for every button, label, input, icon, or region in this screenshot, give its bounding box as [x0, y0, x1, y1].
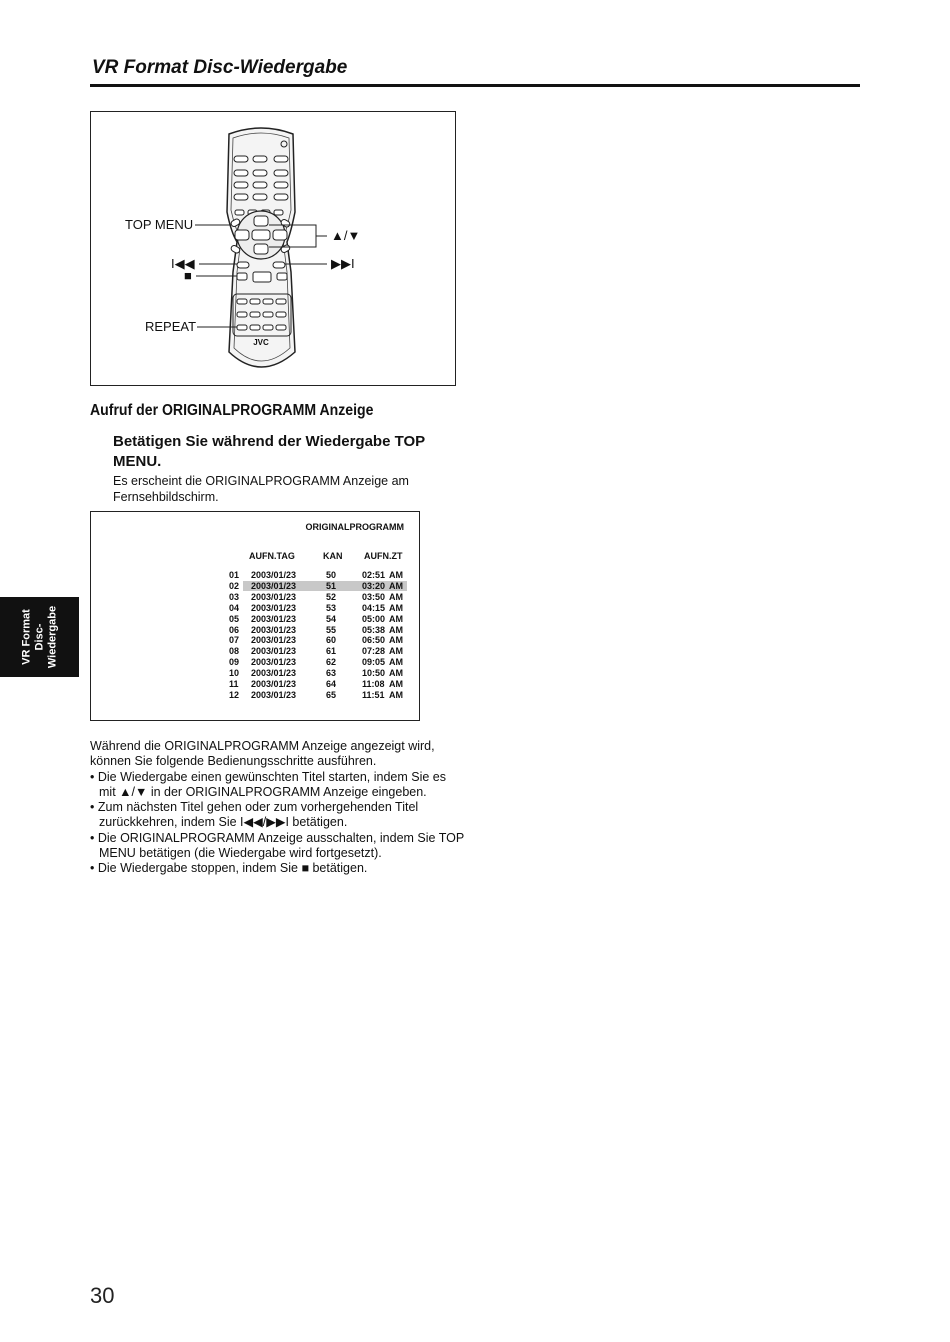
row-time: 10:50 [362, 668, 386, 679]
program-row[interactable] [91, 635, 419, 646]
row-channel: 64 [326, 679, 337, 689]
program-row[interactable] [91, 570, 419, 581]
row-date: 2003/01/23 [251, 668, 297, 679]
title-rule [90, 84, 860, 87]
callout-prev: I◀◀ [171, 256, 195, 271]
remote-control-figure [90, 111, 456, 386]
row-ampm: AM [389, 635, 403, 646]
row-ampm: AM [389, 668, 403, 679]
program-row[interactable] [91, 625, 419, 636]
row-number: 07 [229, 635, 240, 646]
row-channel: 61 [326, 646, 337, 657]
bullet-list [90, 770, 465, 877]
row-ampm: AM [389, 570, 403, 580]
section-heading: Aufruf der ORIGINALPROGRAMM Anzeige [90, 402, 374, 419]
program-row[interactable] [91, 668, 419, 679]
bullet-item: • Die ORIGINALPROGRAMM Anzeige ausschalten, indem Sie TOP MENU betätigen (die Wiedergabe wird fortgesetzt). [90, 831, 465, 862]
row-number: 08 [229, 646, 240, 657]
side-tab [0, 597, 79, 677]
row-channel: 53 [326, 602, 337, 613]
side-tab-line: VR Format [20, 609, 33, 665]
program-row[interactable] [91, 614, 419, 625]
row-date: 2003/01/23 [251, 646, 297, 657]
row-date: 2003/01/23 [251, 689, 297, 700]
row-time: 06:50 [362, 635, 386, 646]
row-time: 05:38 [362, 624, 386, 635]
row-time: 03:20 [362, 580, 386, 591]
row-channel: 63 [326, 668, 337, 679]
row-channel: 52 [326, 591, 337, 602]
row-ampm: AM [389, 689, 403, 700]
row-time: 11:08 [362, 679, 385, 689]
row-channel: 50 [326, 570, 337, 580]
body-text [90, 739, 465, 877]
row-time: 03:50 [362, 591, 386, 602]
row-number: 11 [229, 679, 239, 689]
row-ampm: AM [389, 624, 403, 635]
bullet-item: • Die Wiedergabe stoppen, indem Sie ■ betätigen. [90, 861, 465, 876]
original-program-screen [90, 511, 420, 721]
row-ampm: AM [389, 646, 403, 657]
row-number: 09 [229, 657, 240, 668]
row-time: 07:28 [362, 646, 386, 657]
row-number: 02 [229, 580, 240, 591]
program-row[interactable] [91, 657, 419, 668]
column-header-channel: KAN [323, 551, 343, 561]
bullet-item: • Die Wiedergabe einen gewünschten Titel starten, indem Sie es mit ▲/▼ in der ORIGINALPROGRAMM Anzeige eingeben. [90, 770, 465, 801]
row-time: 02:51 [362, 570, 386, 580]
row-date: 2003/01/23 [251, 679, 297, 689]
row-time: 11:51 [362, 689, 385, 700]
row-ampm: AM [389, 602, 403, 613]
row-date: 2003/01/23 [251, 613, 297, 624]
row-date: 2003/01/23 [251, 602, 297, 613]
screen-title: ORIGINALPROGRAMM [305, 522, 404, 532]
row-date: 2003/01/23 [251, 580, 297, 591]
row-ampm: AM [389, 580, 403, 591]
program-row[interactable] [91, 679, 419, 690]
column-header-time: AUFN.ZT [364, 551, 403, 561]
row-date: 2003/01/23 [251, 570, 297, 580]
row-channel: 55 [326, 624, 337, 635]
row-channel: 54 [326, 613, 337, 624]
row-ampm: AM [389, 591, 403, 602]
callout-repeat: REPEAT [145, 319, 197, 334]
row-number: 01 [229, 570, 240, 580]
callout-next: ▶▶I [331, 256, 355, 271]
side-tab-line: Wiedergabe [46, 605, 59, 669]
program-row[interactable] [91, 603, 419, 614]
bullet-item: • Zum nächsten Titel gehen oder zum vorhergehenden Titel zurückkehren, indem Sie I◀◀/▶▶I betätigen. [90, 800, 465, 831]
callout-stop: ■ [184, 268, 192, 283]
row-channel: 65 [326, 689, 337, 700]
row-number: 05 [229, 613, 240, 624]
row-channel: 51 [326, 580, 337, 591]
body-intro: Während die ORIGINALPROGRAMM Anzeige angezeigt wird, können Sie folgende Bedienungsschritte ausführen. [90, 739, 435, 769]
row-time: 04:15 [362, 602, 386, 613]
row-date: 2003/01/23 [251, 657, 297, 668]
row-ampm: AM [389, 657, 403, 668]
brand-logo: JVC [253, 338, 269, 347]
row-channel: 60 [326, 635, 337, 646]
row-ampm: AM [389, 613, 403, 624]
program-row[interactable] [91, 646, 419, 657]
row-date: 2003/01/23 [251, 624, 297, 635]
row-number: 12 [229, 689, 240, 700]
program-row[interactable] [91, 581, 419, 592]
row-time: 05:00 [362, 613, 386, 624]
row-number: 04 [229, 602, 240, 613]
row-date: 2003/01/23 [251, 591, 297, 602]
remote-control-icon [91, 112, 457, 387]
page-title: VR Format Disc-Wiedergabe [92, 57, 348, 78]
row-ampm: AM [389, 679, 403, 689]
row-number: 10 [229, 668, 240, 679]
step-text: Es erscheint die ORIGINALPROGRAMM Anzeige am Fernsehbildschirm. [113, 474, 409, 504]
column-header-date: AUFN.TAG [249, 551, 295, 561]
step-heading: Betätigen Sie während der Wiedergabe TOP MENU. [113, 433, 425, 470]
side-tab-line: Disc- [33, 623, 46, 651]
row-date: 2003/01/23 [251, 635, 297, 646]
row-channel: 62 [326, 657, 337, 668]
row-time: 09:05 [362, 657, 386, 668]
program-row[interactable] [91, 690, 419, 701]
callout-top-menu: TOP MENU [125, 217, 194, 232]
row-number: 06 [229, 624, 240, 635]
callout-up-down: ▲/▼ [331, 228, 361, 243]
page-number: 30 [90, 1283, 115, 1308]
row-number: 03 [229, 591, 240, 602]
program-row[interactable] [91, 592, 419, 603]
